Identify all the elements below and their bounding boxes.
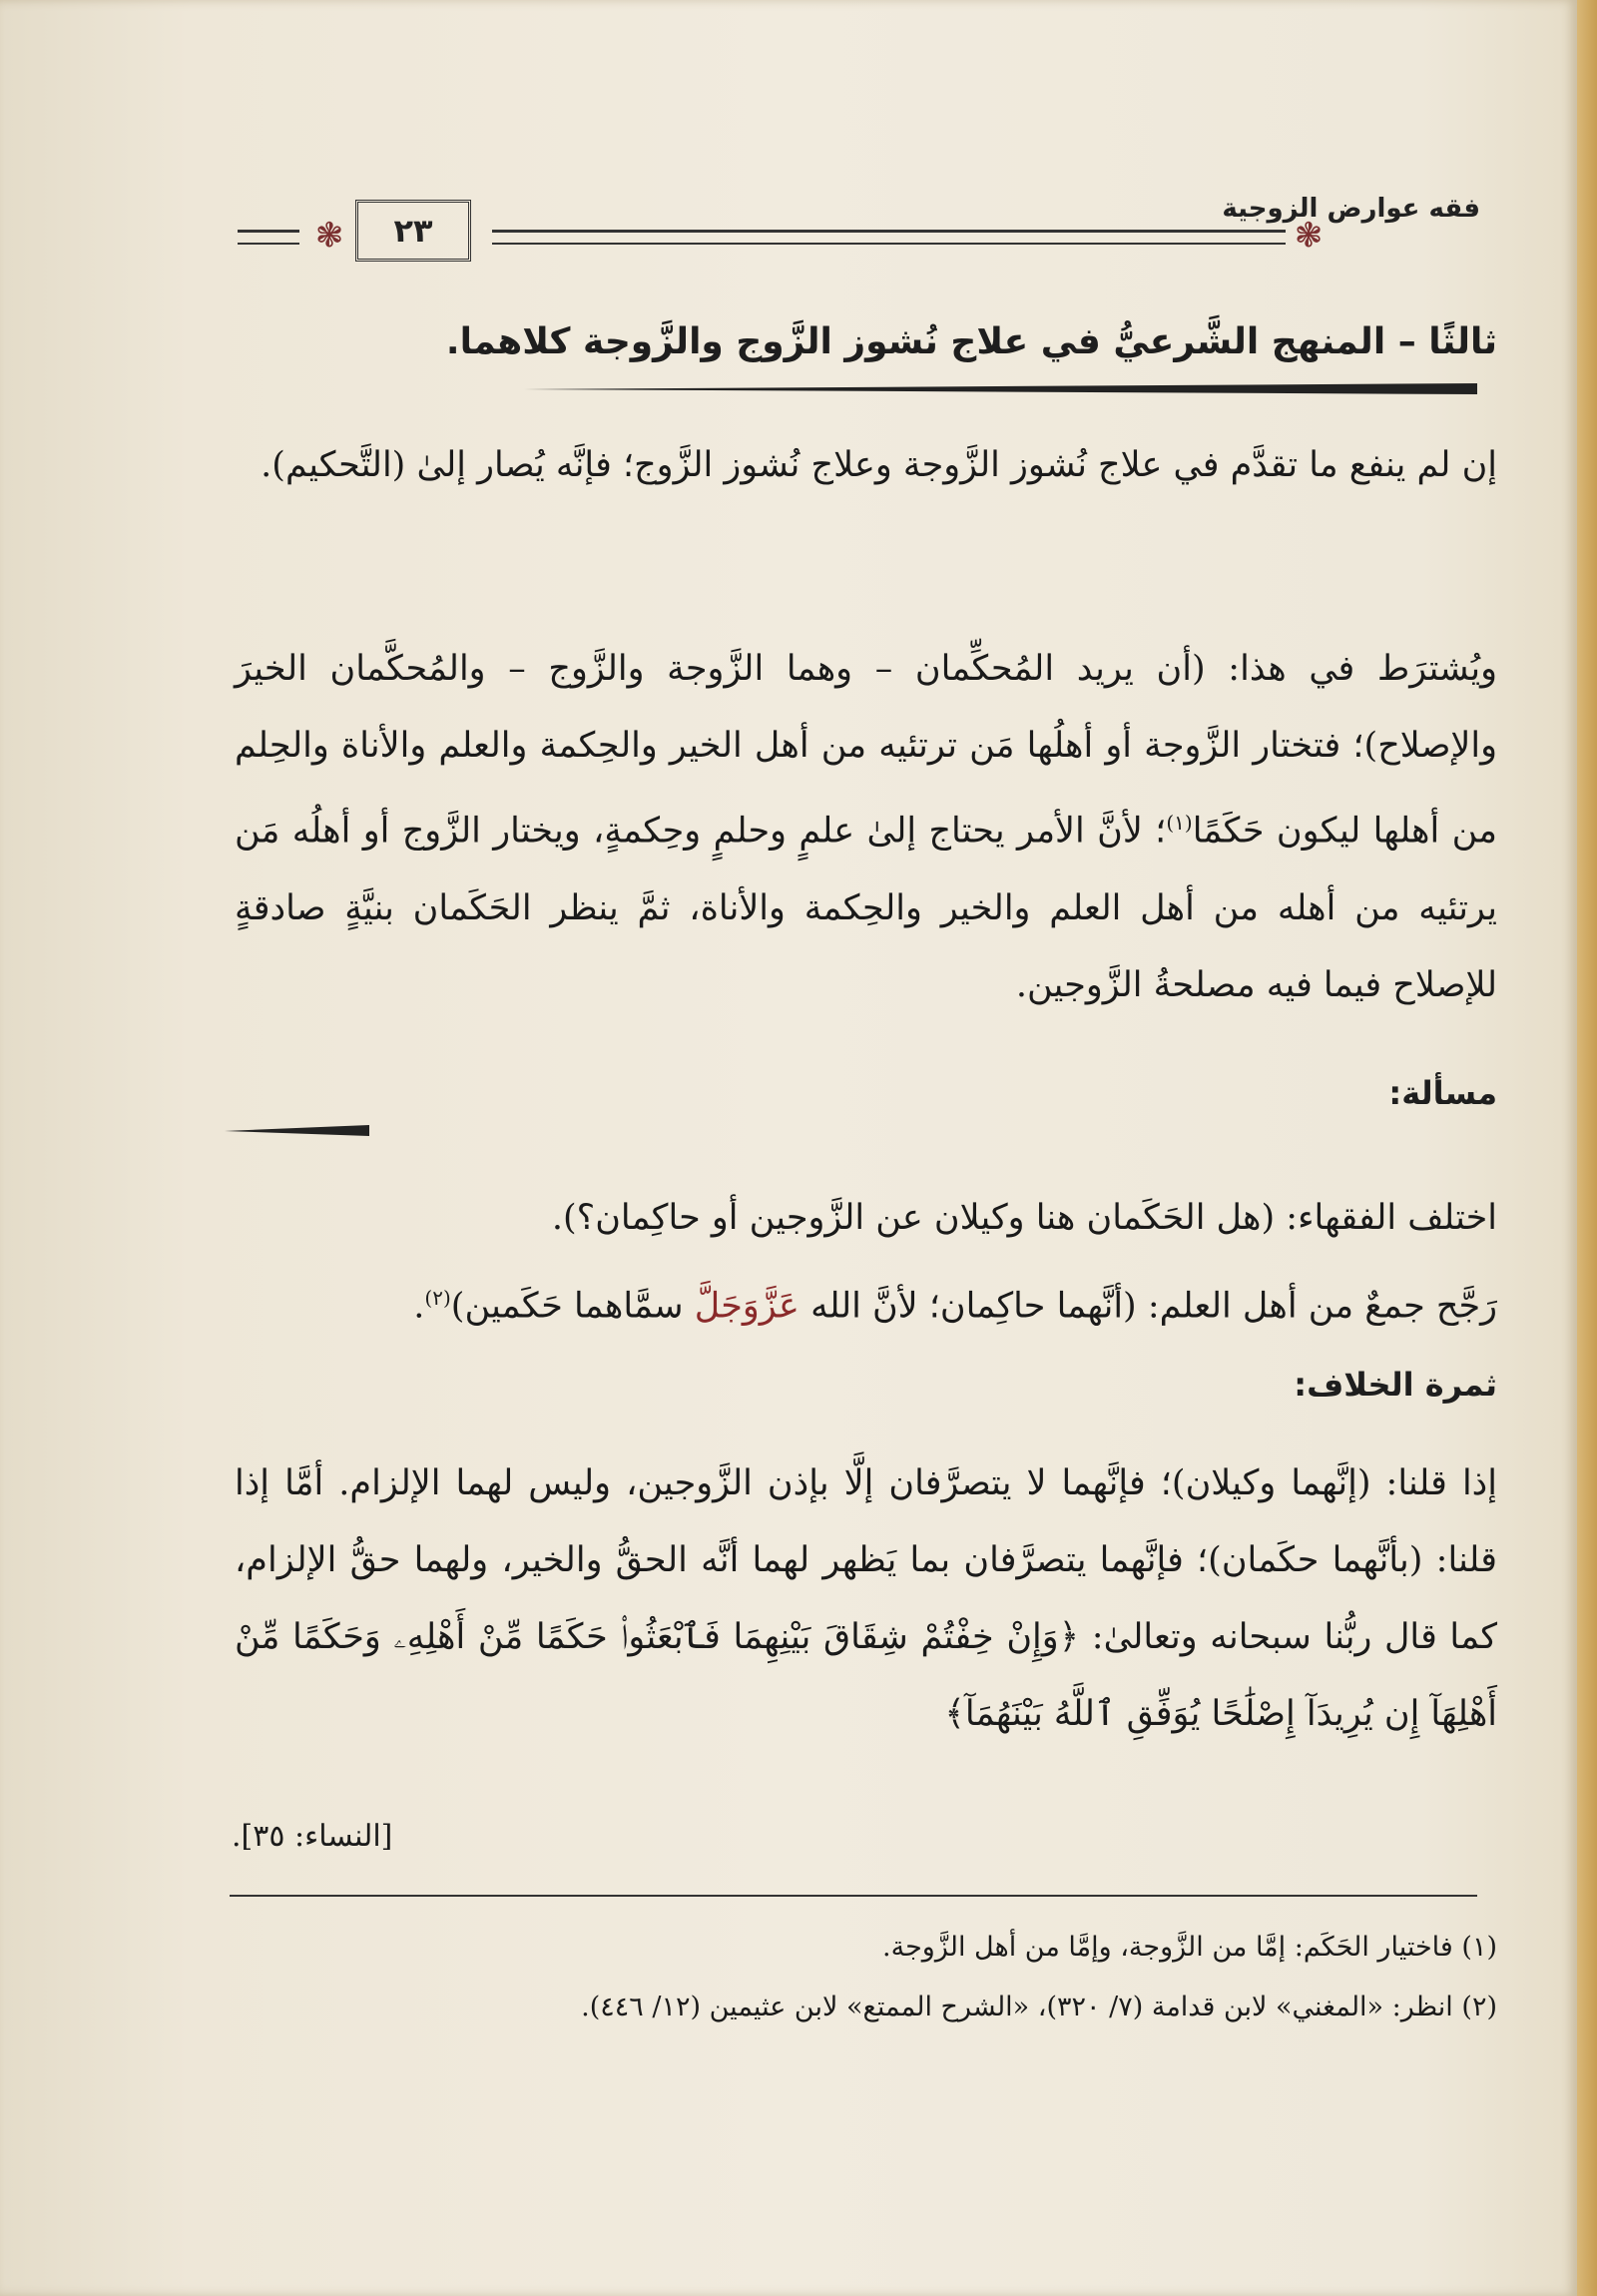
page-header bbox=[238, 188, 1480, 268]
page-number: ٢٣ bbox=[355, 200, 471, 262]
footnote-marker-1: (١) bbox=[1166, 811, 1193, 835]
header-rule-left bbox=[238, 230, 299, 245]
masala-label: مسألة: bbox=[1388, 1074, 1497, 1112]
footnote-2: (٢) انظر: «المغني» لابن قدامة (٧/ ٣٢٠)، «الشرح الممتع» لابن عثيمين (١٢/ ٤٤٦). bbox=[581, 1992, 1497, 2022]
masala-question: اختلف الفقهاء: (هل الحَكَمان هنا وكيلان عن الزَّوجين أو حاكِمان؟). bbox=[551, 1198, 1497, 1238]
footnote-1: (١) فاختيار الحَكَم: إمَّا من الزَّوجة، وإمَّا من أهل الزَّوجة. bbox=[882, 1932, 1497, 1963]
footnote-marker-2: (٢) bbox=[424, 1286, 451, 1310]
thamara-text: إذا قلنا: (إنَّهما وكيلان)؛ فإنَّهما لا يتصرَّفان إلَّا بإذن الزَّوجين، وليس لهما الإلزام. أمَّا إذا قلنا: (بأنَّهما حكَمان)؛ فإنَّهما يتصرَّفان بما يَظهر لهما أنَّه الحقُّ والخير، ولهما حقُّ الإلزام، كما قال ربُّنا سبحانه وتعالىٰ: ﴿وَإِنْ خِفْتُمْ شِقَاقَ بَيْنِهِمَا فَٱبْعَثُوا۟ حَكَمًا مِّنْ أَهْلِهِۦ وَحَكَمًا مِّنْ أَهْلِهَآ إِن يُرِيدَآ إِصْلَٰحًا يُوَفِّقِ ٱللَّهُ بَيْنَهُمَآ﴾ bbox=[235, 1463, 1497, 1734]
masala-preference-text: رَجَّح جمعٌ من أهل العلم: (أنَّهما حاكِمان؛ لأنَّ الله bbox=[810, 1286, 1497, 1327]
paragraph-conditions-text-1: ويُشترَط في هذا: (أن يريد المُحكِّمان – وهما الزَّوجة والزَّوج – والمُحكَّمان الخيرَ والإصلاح)؛ فتختار الزَّوجة أو أهلُها مَن ترتئيه من أهل الخير والحِكمة والعلم والأناة والحِلم من أهلها ليكون حَكَمًا bbox=[235, 649, 1497, 852]
ornament-left-icon: ❃ bbox=[314, 216, 344, 256]
thamara-label: ثمرة الخلاف: bbox=[1294, 1366, 1497, 1404]
running-title: فقه عوارض الزوجية bbox=[1222, 194, 1480, 224]
masala-preference bbox=[235, 1260, 1497, 1346]
quran-reference: [النساء: ٣٥]. bbox=[232, 1819, 393, 1854]
paragraph-arbitration: إن لم ينفع ما تقدَّم في علاج نُشوز الزَّوجة وعلاج نُشوز الزَّوج؛ فإنَّه يُصار إلىٰ (التَّحكيم). bbox=[261, 445, 1497, 485]
footnote-rule bbox=[230, 1895, 1477, 1897]
masala-preference-end: . bbox=[413, 1286, 425, 1327]
masala-underline bbox=[225, 1124, 369, 1138]
heading-underline bbox=[524, 382, 1477, 396]
masala-preference-text-2: سمَّاهما حَكَمين) bbox=[450, 1286, 684, 1327]
paragraph-conditions bbox=[235, 631, 1497, 1024]
header-rule bbox=[492, 230, 1286, 245]
honorific: عَزَّوَجَلَّ bbox=[694, 1286, 799, 1327]
ornament-right-icon: ❃ bbox=[1294, 216, 1324, 256]
paragraph-conditions-text-2: ؛ لأنَّ الأمر يحتاج إلىٰ علمٍ وحلمٍ وحِكمةٍ، ويختار الزَّوج أو أهلُه مَن يرتئيه من أهله من أهل العلم والخير والحِكمة والأناة، ثمَّ ينظر الحَكَمان بنيَّةٍ صادقةٍ للإصلاح فيما فيه مصلحةُ الزَّوجين. bbox=[235, 811, 1497, 1005]
section-heading: ثالثًا – المنهج الشَّرعيُّ في علاج نُشوز الزَّوج والزَّوجة كلاهما. bbox=[445, 321, 1497, 362]
page-edge bbox=[1577, 0, 1597, 2296]
